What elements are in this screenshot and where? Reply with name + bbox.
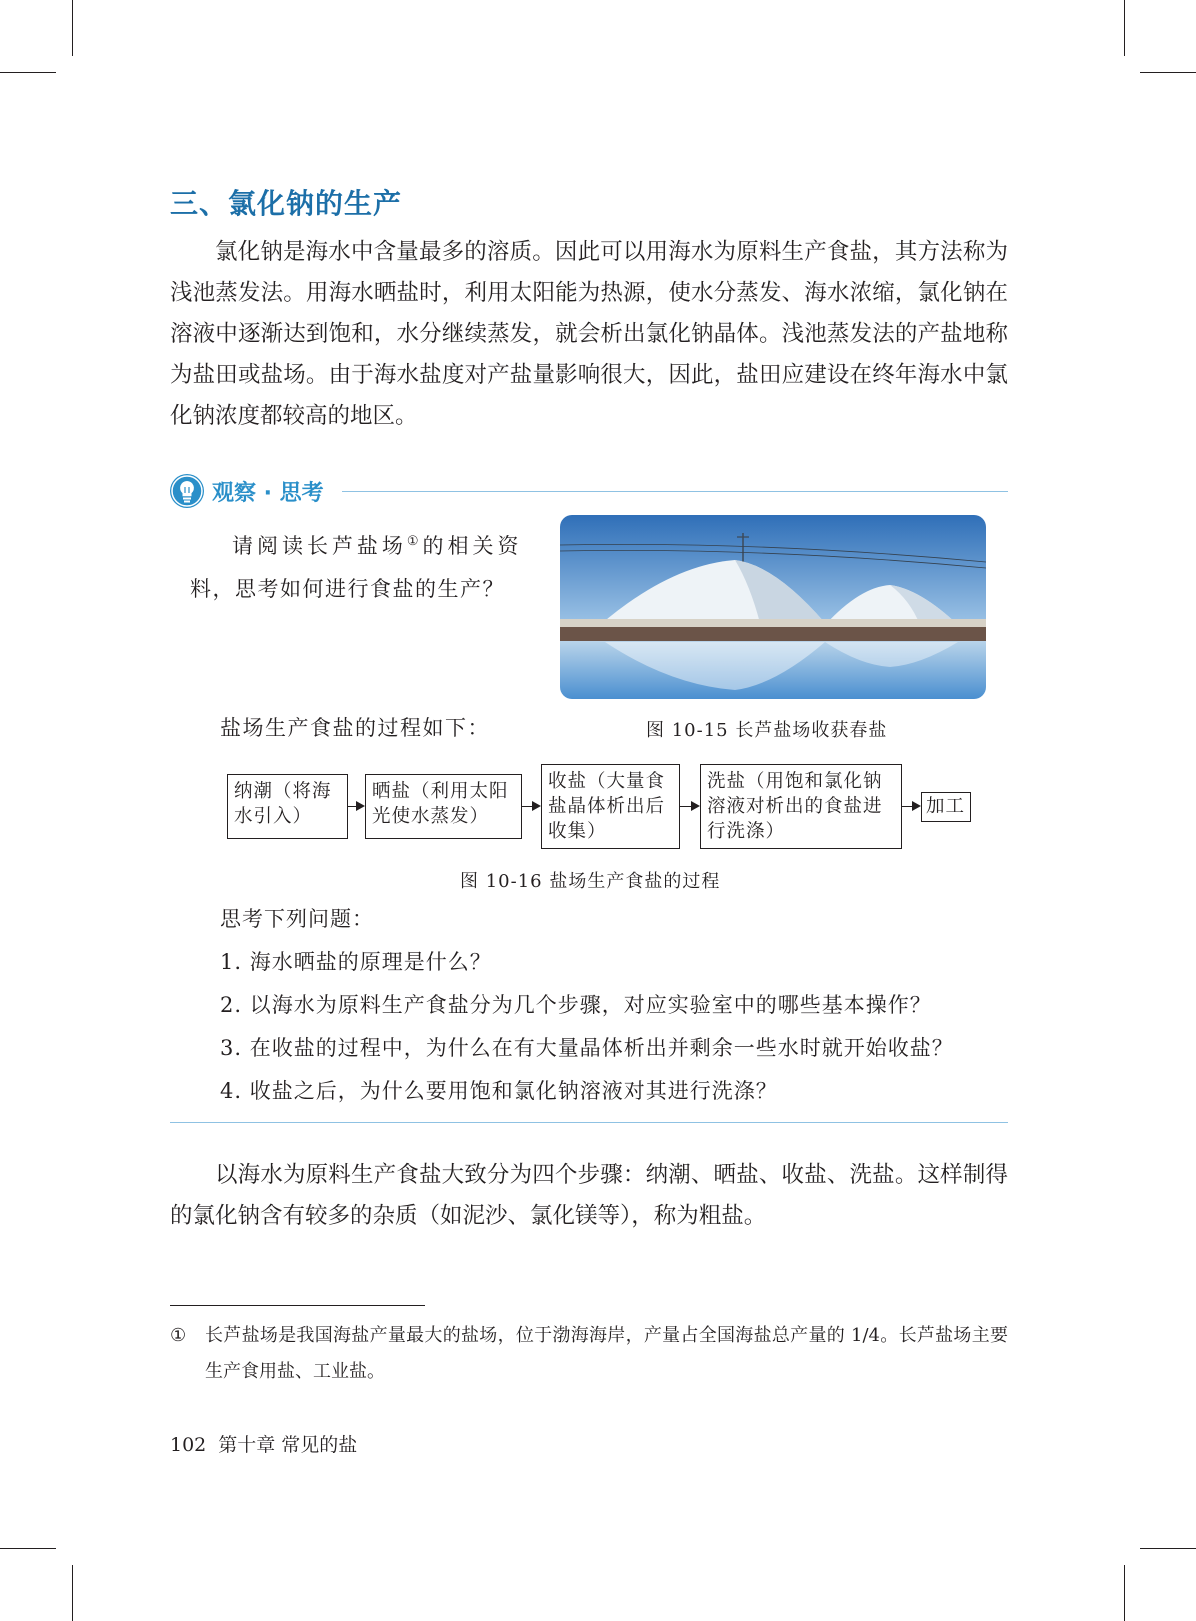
question-item: 4. 收盐之后，为什么要用饱和氯化钠溶液对其进行洗涤？ [220, 1079, 778, 1103]
crop-mark [72, 1565, 73, 1621]
flow-arrow [902, 806, 919, 807]
questions-intro: 思考下列问题： [220, 907, 374, 931]
flow-step-intake: 纳潮（将海水引入） [227, 774, 348, 839]
crop-mark [0, 1548, 56, 1549]
crop-mark [0, 72, 56, 73]
observe-title: 观察 · 思考 [212, 481, 324, 506]
summary-text [170, 1155, 1008, 1237]
question-item: 1. 海水晒盐的原理是什么？ [220, 950, 492, 974]
summary-paragraph: 以海水为原料生产食盐大致分为四个步骤：纳潮、晒盐、收盐、洗盐。这样制得的氯化钠含有较多的杂质（如泥沙、氯化镁等），称为粗盐。 [170, 1162, 1008, 1229]
prompt-text: 请阅读长芦盐场 [232, 534, 407, 558]
observe-rule [342, 491, 1008, 492]
flow-step-wash: 洗盐（用饱和氯化钠溶液对析出的食盐进行洗涤） [700, 764, 902, 849]
process-intro: 盐场生产食盐的过程如下： [220, 716, 490, 740]
flow-step-evaporate: 晒盐（利用太阳光使水蒸发） [365, 774, 522, 839]
flow-step-process: 加工 [921, 792, 971, 822]
salt-field-photo [560, 515, 986, 699]
observe-header [170, 474, 1008, 508]
crop-mark [1124, 0, 1125, 56]
flow-arrow [348, 806, 363, 807]
section-title: 三、氯化钠的生产 [170, 187, 403, 220]
reading-prompt [190, 520, 520, 611]
crop-mark [1140, 1548, 1196, 1549]
footnote-ref: ① [406, 534, 423, 549]
prompt-text-cont: 的相关资料，思考如何进行食盐的生产？ [190, 534, 521, 601]
footnote-rule [170, 1305, 425, 1306]
flow-arrow [680, 806, 698, 807]
crop-mark [1124, 1565, 1125, 1621]
photo-caption: 图 10-15 长芦盐场收获春盐 [646, 720, 888, 741]
intro-text [170, 232, 1008, 437]
question-item: 2. 以海水为原料生产食盐分为几个步骤，对应实验室中的哪些基本操作？ [220, 993, 932, 1017]
footnote-text: 长芦盐场是我国海盐产量最大的盐场，位于渤海海岸，产量占全国海盐总产量的 1/4。长芦盐场主要生产食用盐、工业盐。 [205, 1325, 1008, 1382]
flow-caption: 图 10-16 盐场生产食盐的过程 [460, 871, 721, 892]
footnote-mark: ① [170, 1325, 187, 1346]
question-list [220, 898, 954, 1113]
chapter-title: 第十章 常见的盐 [218, 1434, 358, 1456]
page-number: 102 [170, 1434, 207, 1456]
footnote [170, 1318, 1008, 1390]
observe-end-rule [170, 1122, 1008, 1123]
flow-arrow [522, 806, 539, 807]
crop-mark [1140, 72, 1196, 73]
intro-paragraph: 氯化钠是海水中含量最多的溶质。因此可以用海水为原料生产食盐，其方法称为浅池蒸发法。用海水晒盐时，利用太阳能为热源，使水分蒸发、海水浓缩，氯化钠在溶液中逐渐达到饱和，水分继续蒸发，就会析出氯化钠晶体。浅池蒸发法的产盐地称为盐田或盐场。由于海水盐度对产盐量影响很大，因此，盐田应建设在终年海水中氯化钠浓度都较高的地区。 [170, 239, 1008, 429]
folio [170, 1430, 357, 1457]
crop-mark [72, 0, 73, 56]
question-item: 3. 在收盐的过程中，为什么在有大量晶体析出并剩余一些水时就开始收盐？ [220, 1036, 954, 1060]
lightbulb-icon [170, 474, 204, 508]
flow-step-collect: 收盐（大量食盐晶体析出后收集） [541, 764, 680, 849]
